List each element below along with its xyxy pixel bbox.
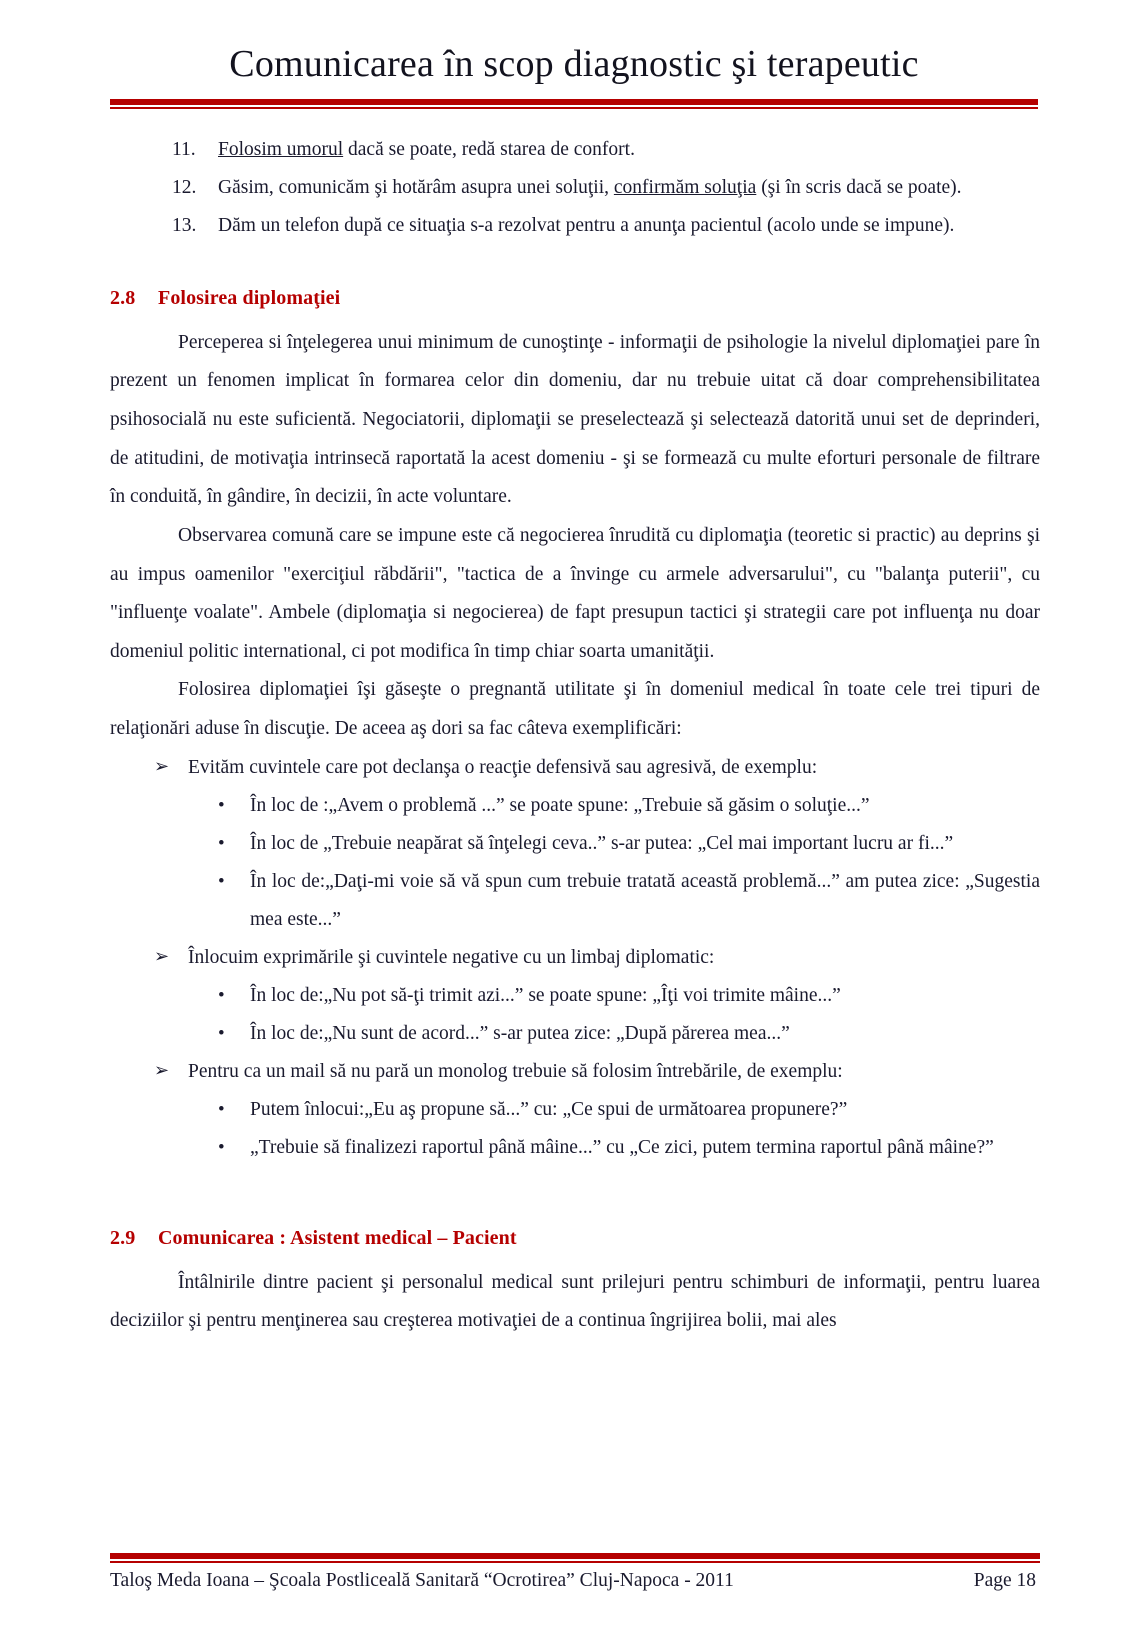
list-item xyxy=(110,207,1040,245)
dot-bullet-icon: • xyxy=(218,870,225,892)
dot-bullet-label: În loc de „Trebuie neapărat să înţelegi ceva..” s-ar putea: „Cel mai important lucru ar fi...” xyxy=(250,832,954,854)
footer-row xyxy=(110,1570,1040,1592)
list-item xyxy=(110,977,1040,1015)
footer-page-number: Page 18 xyxy=(973,1570,1036,1591)
list-item xyxy=(110,825,1040,863)
dot-bullet-group xyxy=(110,1091,1040,1167)
dot-bullet-group xyxy=(110,977,1040,1053)
section-heading-2-8 xyxy=(110,279,1040,318)
arrow-bullet-group xyxy=(110,1053,1040,1091)
dot-bullet-label: Putem înlocui:„Eu aş propune să...” cu: „Ce spui de următoarea propunere?” xyxy=(250,1098,848,1120)
dot-bullet-label: În loc de :„Avem o problemă ...” se poate spune: „Trebuie să găsim o soluţie...” xyxy=(250,794,870,816)
arrow-bullet-icon: ➢ xyxy=(154,1059,170,1080)
section-number: 2.8 xyxy=(110,286,136,309)
dot-bullet-icon: • xyxy=(218,1136,225,1158)
dot-bullet-label: În loc de:„Daţi-mi voie să vă spun cum trebuie tratată această problemă...” am putea zice: „Sugestia mea este...” xyxy=(250,870,1040,930)
arrow-bullet-label: Evităm cuvintele care pot declanşa o reacţie defensivă sau agresivă, de exemplu: xyxy=(188,756,818,778)
dot-bullet-label: „Trebuie să finalizezi raportul până mâine...” cu „Ce zici, putem termina raportul până mâine?” xyxy=(250,1136,994,1158)
list-item-underlined-mid: confirmăm soluţia xyxy=(613,176,757,198)
page-header xyxy=(0,0,1148,109)
list-item-text: (şi în scris dacă se poate). xyxy=(756,176,962,198)
header-divider-thin xyxy=(110,107,1038,109)
dot-bullet-icon: • xyxy=(218,794,225,816)
list-item xyxy=(110,787,1040,825)
arrow-bullet-icon: ➢ xyxy=(154,755,170,776)
header-divider-thick xyxy=(110,99,1038,105)
list-item xyxy=(110,1015,1040,1053)
paragraph: Întâlnirile dintre pacient şi personalul medical sunt prilejuri pentru schimburi de informaţii, pentru luarea deciziilor şi pentru menţinerea sau creşterea motivaţiei de a continua îngrijirea bolii, mai ales xyxy=(110,1271,1040,1332)
paragraph: Observarea comună care se impune este că negocierea înrudită cu diplomaţia (teoretic si practic) au deprins şi au impus oamenilor "exerciţiul răbdării", "tactica de a învinge cu armele adversarului", cu "balanţa puterii", cu "influenţe voalate". Ambele (diplomaţia si negocierea) de fapt presupun tactici şi strategii care pot influenţa nu doar domeniul politic international, ci pot modifica în timp chiar soarta umanităţii. xyxy=(110,524,1040,662)
list-item-underlined-lead: Folosim umorul xyxy=(218,138,344,160)
section-title: Comunicarea : Asistent medical – Pacient xyxy=(158,1226,517,1249)
dot-bullet-label: În loc de:„Nu pot să-ţi trimit azi...” se poate spune: „Îţi voi trimite mâine...” xyxy=(250,984,841,1006)
dot-bullet-icon: • xyxy=(218,832,225,854)
list-item-number: 11. xyxy=(172,138,196,160)
header-divider xyxy=(110,99,1038,109)
list-item xyxy=(110,1091,1040,1129)
section-number: 2.9 xyxy=(110,1226,136,1249)
arrow-bullet-item xyxy=(110,749,1040,787)
paragraph: Folosirea diplomaţiei îşi găseşte o pregnantă utilitate şi în domeniul medical în toate cele trei tipuri de relaţionări aduse în discuţie. De aceea aş dori sa fac câteva exemplificări: xyxy=(110,679,1040,739)
list-item-number: 12. xyxy=(172,176,197,198)
list-item-text: Dăm un telefon după ce situaţia s-a rezolvat pentru a anunţa pacientul (acolo unde se impune). xyxy=(218,214,955,236)
arrow-bullet-item xyxy=(110,1053,1040,1091)
list-item-text: dacă se poate, redă starea de confort. xyxy=(343,138,635,160)
dot-bullet-icon: • xyxy=(218,1098,225,1120)
section-heading-2-9 xyxy=(110,1219,1040,1258)
arrow-bullet-icon: ➢ xyxy=(154,945,170,966)
list-item-number: 13. xyxy=(172,214,197,236)
dot-bullet-icon: • xyxy=(218,984,225,1006)
footer-divider-thin xyxy=(110,1561,1040,1563)
list-item xyxy=(110,863,1040,939)
paragraph: Perceperea si înţelegerea unui minimum de cunoştinţe - informaţii de psihologie la nivelul diplomaţiei pare în prezent un fenomen implicat în formarea celor din domeniu, dar nu trebuie uitat că doar comprehensibilitatea psihosocială nu este suficientă. Negociatorii, diplomaţii se preselectează şi selectează datorită unui set de deprinderi, de atitudini, de motivaţia intrinsecă raportată la acest domeniu - şi se formează cu multe eforturi personale de filtrare în conduită, în gândire, în decizii, în acte voluntare. xyxy=(110,331,1040,508)
list-item xyxy=(110,1129,1040,1167)
dot-bullet-icon: • xyxy=(218,1022,225,1044)
dot-bullet-label: În loc de:„Nu sunt de acord...” s-ar putea zice: „După părerea mea...” xyxy=(250,1022,790,1044)
page-title: Comunicarea în scop diagnostic şi terapeutic xyxy=(229,43,919,85)
list-item xyxy=(110,169,1040,207)
arrow-bullet-label: Înlocuim exprimările şi cuvintele negative cu un limbaj diplomatic: xyxy=(188,946,715,968)
section-title: Folosirea diplomaţiei xyxy=(158,286,341,309)
arrow-bullet-group xyxy=(110,749,1040,787)
dot-bullet-group xyxy=(110,787,1040,939)
arrow-bullet-item xyxy=(110,939,1040,977)
list-item-text-pre: Găsim, comunicăm şi hotărâm asupra unei soluţii, xyxy=(218,176,614,198)
list-item xyxy=(110,131,1040,169)
footer-author: Taloş Meda Ioana – Şcoala Postliceală Sanitară “Ocrotirea” Cluj-Napoca - 2011 xyxy=(110,1570,734,1591)
footer-divider-thick xyxy=(110,1553,1040,1559)
page-content xyxy=(110,109,1040,1341)
footer-divider xyxy=(110,1553,1040,1563)
numbered-list xyxy=(110,131,1040,245)
page-footer xyxy=(110,1553,1040,1592)
arrow-bullet-group xyxy=(110,939,1040,977)
arrow-bullet-label: Pentru ca un mail să nu pară un monolog trebuie să folosim întrebările, de exemplu: xyxy=(188,1060,843,1082)
